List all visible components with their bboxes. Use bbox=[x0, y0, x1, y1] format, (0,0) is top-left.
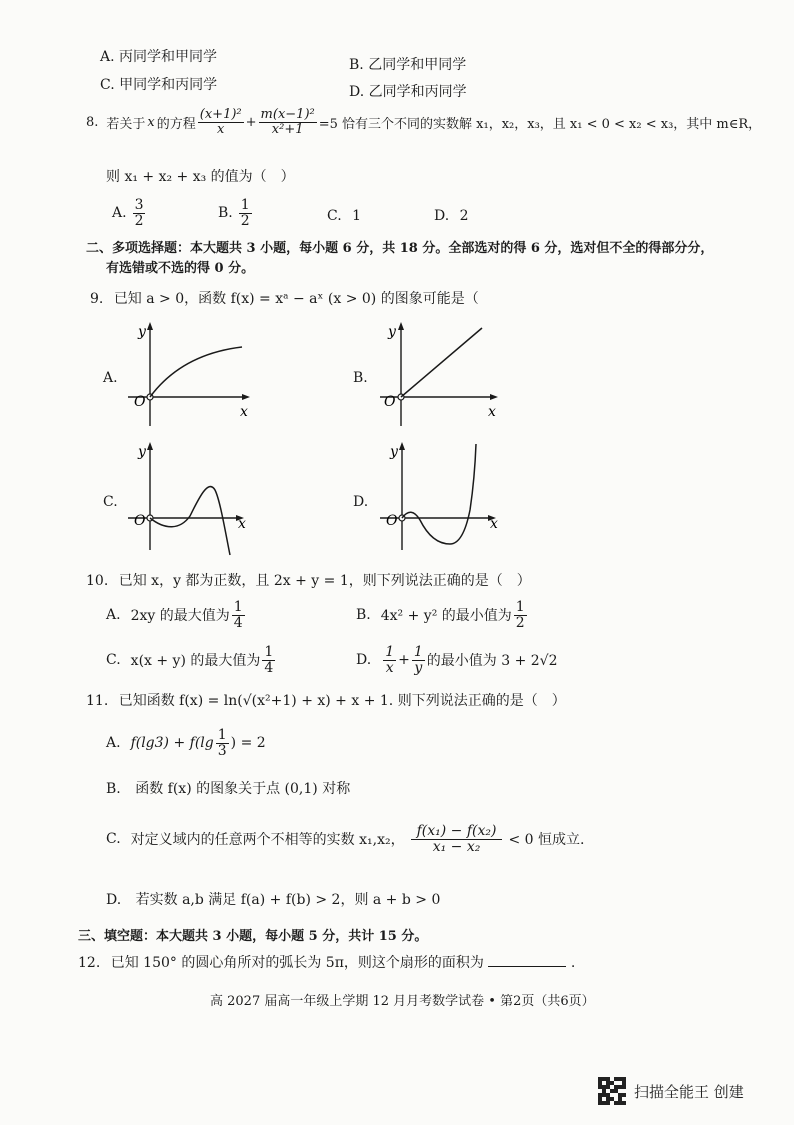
graph-b bbox=[370, 320, 520, 430]
q11-text: 已知函数 f(x) = ln(√(x²+1) + x) + x + 1. 则下列说法正确的是（ ） bbox=[118, 693, 566, 709]
graph-a-y-label: y bbox=[138, 324, 146, 340]
q10-option-c-text: x(x + y) 的最大值为 bbox=[130, 653, 261, 670]
qr-code-icon bbox=[598, 1077, 626, 1105]
q11-option-c-letter: C. bbox=[106, 831, 121, 848]
graph-c-x-label: x bbox=[238, 516, 246, 532]
graph-d bbox=[372, 440, 522, 560]
q8-rhs: =5 恰有三个不同的实数解 x₁，x₂，x₃，且 x₁ < 0 < x₂ < x₃，其中 m∈R， bbox=[318, 116, 762, 132]
q8-frac1-den: x bbox=[217, 121, 225, 137]
q11-option-c bbox=[106, 824, 584, 854]
q10-option-d-den2: y bbox=[414, 659, 423, 676]
q10-option-a-frac bbox=[232, 600, 245, 630]
q8-option-b bbox=[218, 198, 254, 228]
q8-frac2-den: x²+1 bbox=[271, 121, 304, 137]
q8-option-a-den: 2 bbox=[134, 212, 144, 229]
q11-option-a-letter: A. bbox=[106, 735, 121, 752]
q8-eq-word: 的方程 bbox=[156, 116, 196, 132]
q7-option-b bbox=[349, 54, 466, 74]
q11-option-b bbox=[106, 778, 350, 798]
q8-option-d-letter: D. bbox=[434, 208, 450, 224]
q10-option-d-frac2 bbox=[412, 645, 425, 675]
q10-option-a-letter: A. bbox=[106, 607, 121, 624]
q10-number: 10. bbox=[86, 573, 109, 589]
q11-option-a-post: ) = 2 bbox=[230, 735, 266, 752]
q12-stem bbox=[78, 952, 575, 972]
graph-b-y-label: y bbox=[388, 324, 396, 340]
graph-b-letter: B. bbox=[353, 370, 368, 386]
q10-option-d-text: 的最小值为 3 + 2√2 bbox=[426, 653, 558, 670]
q7-option-c-text: 甲同学和丙同学 bbox=[119, 77, 218, 93]
q9-number: 9. bbox=[90, 291, 104, 307]
q8-option-a-frac bbox=[133, 198, 146, 228]
q11-option-a-pre: f(lg3) + f(lg bbox=[130, 735, 214, 752]
q11-option-a-num: 1 bbox=[217, 727, 227, 743]
q11-number: 11. bbox=[86, 693, 109, 709]
q10-text: 已知 x，y 都为正数，且 2x + y = 1，则下列说法正确的是（ ） bbox=[118, 573, 531, 589]
q10-option-a-num: 1 bbox=[233, 599, 243, 615]
q8-option-a-letter: A. bbox=[112, 205, 127, 222]
q8-frac1-num: (x+1)² bbox=[199, 107, 242, 122]
q7-option-d-text: 乙同学和丙同学 bbox=[368, 84, 467, 100]
graph-a bbox=[120, 320, 270, 430]
q7-option-d bbox=[349, 81, 467, 101]
q8-var: x bbox=[147, 114, 155, 130]
q10-option-a-text: 2xy 的最大值为 bbox=[130, 608, 230, 625]
q11-stem bbox=[86, 690, 566, 710]
graph-b-x-label: x bbox=[488, 404, 496, 420]
section2-heading-line2: 有选错或不选的得 0 分。 bbox=[106, 261, 255, 276]
q11-option-c-post: < 0 恒成立. bbox=[508, 832, 585, 849]
q8-option-b-den: 2 bbox=[240, 212, 250, 229]
graph-d-origin: O bbox=[386, 513, 398, 529]
q12-number: 12. bbox=[78, 955, 101, 971]
section2-heading-line1: 二、多项选择题：本大题共 3 小题，每小题 6 分，共 18 分。全部选对的得 6 分，选对但不全的得部分分， bbox=[86, 241, 714, 256]
graph-c bbox=[120, 440, 270, 560]
q10-option-a-den: 4 bbox=[233, 614, 243, 631]
q7-option-c bbox=[100, 74, 217, 94]
q8-line2: 则 x₁ + x₂ + x₃ 的值为（ ） bbox=[106, 169, 295, 185]
q7-option-a bbox=[100, 46, 217, 66]
q11-option-b-letter: B. bbox=[106, 781, 121, 797]
q7-option-a-text: 丙同学和甲同学 bbox=[119, 49, 218, 65]
q8-frac2-num: m(x−1)² bbox=[260, 107, 315, 122]
q8-option-d bbox=[434, 208, 469, 224]
graph-a-letter: A. bbox=[103, 370, 118, 386]
q10-option-d-num2: 1 bbox=[413, 644, 423, 660]
q11-option-c-num: f(x₁) − f(x₂) bbox=[411, 824, 503, 840]
graph-d-y-label: y bbox=[390, 444, 398, 460]
q7-option-d-letter: D. bbox=[349, 84, 365, 100]
q7-option-c-letter: C. bbox=[100, 77, 115, 93]
q12-end: . bbox=[570, 955, 576, 971]
q11-option-a-den: 3 bbox=[217, 742, 227, 759]
page-footer: 高 2027 届高一年级上学期 12 月月考数学试卷 • 第2页（共6页） bbox=[210, 994, 595, 1009]
q8-fraction-1 bbox=[198, 108, 244, 136]
q8-option-b-num: 1 bbox=[240, 197, 250, 213]
q8-option-b-frac bbox=[239, 198, 252, 228]
q10-option-c bbox=[106, 645, 277, 675]
q12-text: 已知 150° 的圆心角所对的弧长为 5π，则这个扇形的面积为 bbox=[110, 955, 484, 971]
q11-option-a-frac bbox=[216, 728, 229, 758]
graph-c-letter: C. bbox=[103, 494, 118, 510]
q10-option-d-num1: 1 bbox=[385, 644, 395, 660]
q8-option-a bbox=[112, 198, 147, 228]
q11-option-a bbox=[106, 728, 266, 758]
q8-option-a-num: 3 bbox=[134, 197, 144, 213]
q10-option-b-den: 2 bbox=[515, 614, 525, 631]
q11-option-d-text: 若实数 a,b 满足 f(a) + f(b) > 2，则 a + b > 0 bbox=[135, 892, 441, 908]
q11-option-b-text: 函数 f(x) 的图象关于点 (0,1) 对称 bbox=[135, 781, 351, 797]
graph-b-origin: O bbox=[384, 394, 396, 410]
q10-option-d-letter: D. bbox=[356, 652, 372, 669]
q8-fraction-2 bbox=[259, 108, 317, 136]
q9-text: 已知 a > 0，函数 f(x) = xᵃ − aˣ (x > 0) 的图象可能是（ bbox=[113, 291, 479, 307]
q10-option-d-den1: x bbox=[385, 659, 394, 676]
q7-option-b-letter: B. bbox=[349, 57, 364, 73]
graph-a-x-label: x bbox=[240, 404, 248, 420]
q11-option-c-frac bbox=[411, 824, 503, 854]
watermark-text: 扫描全能王 创建 bbox=[634, 1082, 744, 1101]
q8-lead: 若关于 bbox=[106, 116, 146, 132]
graph-d-letter: D. bbox=[353, 494, 369, 510]
q8-option-c-letter: C. bbox=[327, 208, 342, 224]
q10-option-c-frac bbox=[262, 645, 275, 675]
graph-c-origin: O bbox=[134, 513, 146, 529]
q10-option-b bbox=[356, 600, 529, 630]
q10-option-c-letter: C. bbox=[106, 652, 121, 669]
scanner-watermark bbox=[598, 1077, 744, 1105]
q8-option-c-text: 1 bbox=[352, 208, 362, 224]
q8-stem: 8. 若关于 x 的方程 $\frac{\text{(x+1)²}}{x}$ + $\frac{\text{m(x−1)²}}{\text{x²+1}}$ =5 恰有三个不同的实数解 x₁，x₂，x₃，且 x₁ < 0 < x₂ < x₃，其中 m∈R， bbox=[86, 107, 762, 137]
q10-option-d-frac1 bbox=[383, 645, 396, 675]
q12-answer-blank bbox=[488, 954, 566, 967]
q11-option-d bbox=[106, 889, 440, 909]
q10-option-a bbox=[106, 600, 247, 630]
q10-option-d bbox=[356, 645, 558, 675]
q10-option-b-frac bbox=[514, 600, 527, 630]
q7-option-b-text: 乙同学和甲同学 bbox=[368, 57, 467, 73]
q11-option-c-den: x₁ − x₂ bbox=[432, 838, 481, 855]
q10-option-d-plus: + bbox=[398, 652, 410, 669]
graph-a-origin: O bbox=[134, 394, 146, 410]
q8-option-b-letter: B. bbox=[218, 205, 233, 222]
q10-option-b-num: 1 bbox=[515, 599, 525, 615]
q7-option-a-letter: A. bbox=[100, 49, 115, 65]
q9-stem bbox=[90, 288, 479, 308]
q8-number: 8. bbox=[86, 114, 99, 130]
graph-d-x-label: x bbox=[490, 516, 498, 532]
q8-option-d-text: 2 bbox=[459, 208, 469, 224]
q11-option-d-letter: D. bbox=[106, 892, 122, 908]
q8-option-c bbox=[327, 208, 361, 224]
graph-c-y-label: y bbox=[138, 444, 146, 460]
q11-option-c-pre: 对定义域内的任意两个不相等的实数 x₁,x₂， bbox=[130, 832, 405, 849]
q10-option-b-letter: B. bbox=[356, 607, 371, 624]
q10-stem bbox=[86, 570, 531, 590]
q10-option-b-text: 4x² + y² 的最小值为 bbox=[380, 608, 512, 625]
section3-heading: 三、填空题：本大题共 3 小题，每小题 5 分，共计 15 分。 bbox=[78, 929, 428, 944]
q10-option-c-num: 1 bbox=[264, 644, 274, 660]
q10-option-c-den: 4 bbox=[264, 659, 274, 676]
